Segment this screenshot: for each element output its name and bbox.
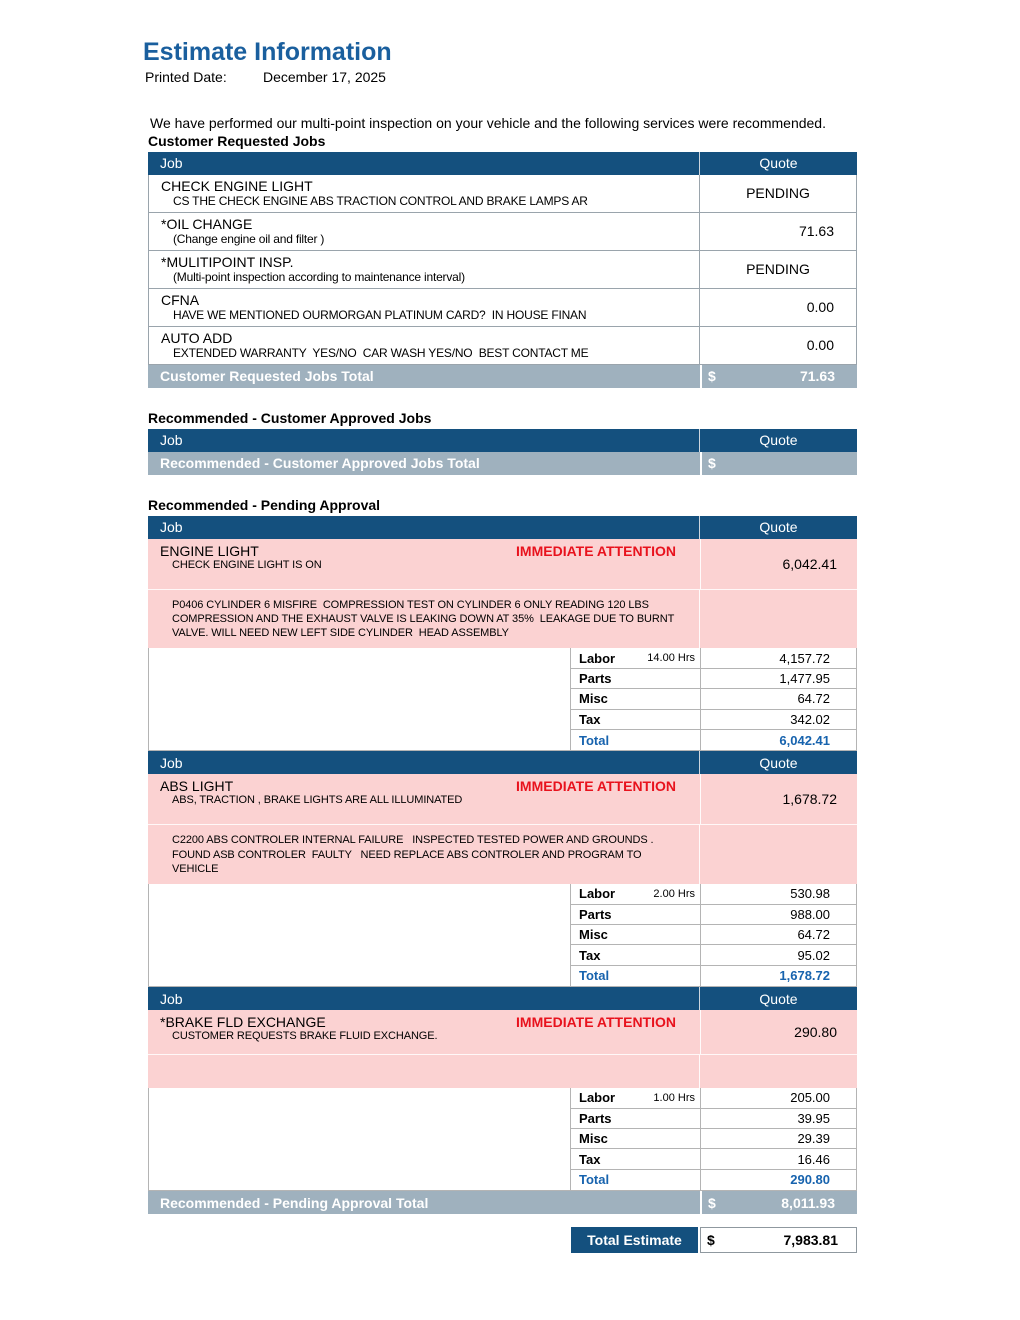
pending-job-abs-light [148, 774, 857, 884]
job-column-header: Job [148, 516, 700, 539]
total-label: Customer Requested Jobs Total [148, 365, 702, 388]
job-title: ABS LIGHT [160, 778, 234, 795]
total-label: Recommended - Pending Approval Total [148, 1191, 702, 1214]
breakdown-label-cell [571, 710, 701, 729]
description-quote-spacer [700, 825, 856, 884]
breakdown-label: Misc [579, 927, 608, 943]
job-summary-row [148, 539, 857, 589]
breakdown-row-tax [571, 1149, 857, 1169]
immediate-attention-flag: IMMEDIATE ATTENTION [516, 778, 676, 795]
breakdown-rows [571, 1088, 857, 1190]
cost-breakdown [148, 648, 857, 751]
total-quote [702, 365, 857, 388]
breakdown-value: 64.72 [701, 689, 857, 708]
currency-symbol: $ [708, 455, 716, 471]
total-estimate-value-box [700, 1227, 857, 1253]
labor-hours: 14.00 Hrs [647, 652, 695, 665]
currency-symbol: $ [708, 368, 716, 384]
breakdown-label-cell [571, 925, 701, 944]
job-description-text: P0406 CYLINDER 6 MISFIRE COMPRESSION TEST ON CYLINDER 6 ONLY READING 120 LBS COMPRESSION AND THE EXHAUST VALVE IS LEAKING DOWN AT 35% LEAKAGE DUE TO BURNT VALVE. WILL NEED NEW LEFT SIDE CYLINDER HEAD ASSEMBLY [172, 598, 677, 640]
job-description-row [148, 1054, 857, 1088]
description-quote-spacer [700, 1055, 856, 1088]
job-cell [148, 1010, 701, 1054]
job-column-header: Job [148, 429, 700, 452]
breakdown-label: Tax [579, 947, 601, 963]
job-subtitle: HAVE WE MENTIONED OURMORGAN PLATINUM CARD? IN HOUSE FINAN [173, 307, 587, 322]
breakdown-label: Misc [579, 1131, 608, 1147]
cost-breakdown [148, 1088, 857, 1191]
total-quote [702, 452, 857, 475]
printed-date-value: December 17, 2025 [263, 69, 386, 85]
pending-job-engine-light [148, 539, 857, 649]
breakdown-row-total [571, 966, 857, 986]
breakdown-value: 4,157.72 [701, 648, 857, 667]
quote-column-header: Quote [759, 432, 798, 448]
job-subtitle: EXTENDED WARRANTY YES/NO CAR WASH YES/NO BEST CONTACT ME [173, 345, 589, 360]
job-column-header: Job [148, 152, 700, 175]
breakdown-row-misc [571, 689, 857, 709]
job-subtitle: CUSTOMER REQUESTS BRAKE FLUID EXCHANGE. [172, 1030, 438, 1043]
quote-value: 0.00 [806, 299, 834, 315]
job-cell [149, 213, 700, 250]
breakdown-label: Total [579, 1172, 610, 1188]
breakdown-value: 1,477.95 [701, 669, 857, 688]
job-title: ENGINE LIGHT [160, 542, 259, 559]
breakdown-row-tax [571, 710, 857, 730]
breakdown-row-tax [571, 945, 857, 965]
breakdown-label-cell [571, 730, 701, 750]
breakdown-label-cell [571, 689, 701, 708]
job-title-line [160, 543, 700, 559]
breakdown-label-cell [571, 669, 701, 688]
currency-symbol: $ [707, 1232, 715, 1249]
table-row [149, 175, 856, 213]
quote-column-header: Quote [759, 155, 798, 171]
breakdown-label: Parts [579, 670, 612, 686]
breakdown-value: 290.80 [701, 1170, 857, 1190]
table-row [149, 213, 856, 251]
pending-approval-total-bar [148, 1191, 857, 1214]
breakdown-label-cell [571, 1129, 701, 1148]
breakdown-label: Labor [579, 650, 616, 666]
table-body [148, 175, 857, 365]
breakdown-row-misc [571, 925, 857, 945]
breakdown-spacer [149, 1088, 571, 1190]
breakdown-label-cell [571, 945, 701, 964]
breakdown-label-cell [571, 966, 701, 986]
job-cell [149, 327, 700, 364]
job-summary-row [148, 1010, 857, 1054]
job-subtitle: (Change engine oil and filter ) [173, 231, 325, 246]
total-label: Recommended - Customer Approved Jobs Total [148, 452, 702, 475]
printed-date [145, 69, 1020, 85]
job-column-header: Job [148, 751, 700, 774]
breakdown-row-total [571, 730, 857, 750]
total-value: 71.63 [799, 368, 835, 384]
table-row [149, 327, 856, 364]
breakdown-label-cell [571, 1088, 701, 1107]
breakdown-label: Labor [579, 1090, 616, 1106]
job-cell [148, 539, 701, 589]
quote-value: PENDING [746, 185, 810, 201]
job-description-text: C2200 ABS CONTROLER INTERNAL FAILURE INSPECTED TESTED POWER AND GROUNDS . FOUND ASB CONTROLER FAULTY NEED REPLACE ABS CONTROLER AND PROGRAM TO VEHICLE [172, 834, 657, 875]
description-quote-spacer [700, 590, 856, 649]
job-title: *OIL CHANGE [161, 215, 253, 232]
total-value: 8,011.93 [781, 1194, 835, 1211]
breakdown-label: Labor [579, 886, 616, 902]
breakdown-label-cell [571, 884, 701, 903]
page-title: Estimate Information [143, 38, 392, 66]
currency-symbol: $ [708, 1194, 716, 1211]
quote-value: 290.80 [794, 1024, 837, 1041]
breakdown-label-cell [571, 1170, 701, 1190]
cost-breakdown [148, 884, 857, 987]
job-subtitle: ABS, TRACTION , BRAKE LIGHTS ARE ALL ILLUMINATED [172, 794, 463, 807]
customer-approved-total-bar [148, 452, 857, 475]
job-description [148, 825, 700, 884]
breakdown-row-total [571, 1170, 857, 1190]
job-description [148, 590, 700, 649]
total-quote [702, 1191, 857, 1214]
table-row [149, 251, 856, 289]
customer-requested-total-bar [148, 365, 857, 388]
breakdown-label-cell [571, 1109, 701, 1128]
quote-value: 0.00 [806, 337, 834, 353]
labor-hours: 1.00 Hrs [653, 1091, 695, 1104]
immediate-attention-flag: IMMEDIATE ATTENTION [516, 542, 676, 559]
quote-value: 71.63 [798, 223, 834, 239]
job-subtitle: CS THE CHECK ENGINE ABS TRACTION CONTROL AND BRAKE LAMPS AR [173, 193, 588, 208]
breakdown-spacer [149, 648, 571, 750]
section-heading-pending-approval: Recommended - Pending Approval [148, 496, 381, 513]
customer-approved-table [148, 429, 857, 475]
breakdown-row-parts [571, 669, 857, 689]
breakdown-value: 16.46 [701, 1149, 857, 1168]
breakdown-label: Misc [579, 691, 608, 707]
labor-hours: 2.00 Hrs [653, 887, 695, 900]
section-heading-customer-approved: Recommended - Customer Approved Jobs [148, 409, 432, 426]
breakdown-value: 1,678.72 [701, 966, 857, 986]
job-cell [149, 251, 700, 288]
total-estimate-value: 7,983.81 [783, 1232, 838, 1249]
job-description-row [148, 589, 857, 649]
quote-column-header: Quote [759, 754, 798, 771]
immediate-attention-flag: IMMEDIATE ATTENTION [516, 1014, 676, 1031]
breakdown-label-cell [571, 1149, 701, 1168]
job-description-row [148, 824, 857, 884]
breakdown-value: 988.00 [701, 905, 857, 924]
quote-value: PENDING [746, 261, 810, 277]
job-title: CHECK ENGINE LIGHT [161, 177, 313, 194]
breakdown-value: 95.02 [701, 945, 857, 964]
table-header-row [148, 429, 857, 452]
breakdown-label: Parts [579, 906, 612, 922]
quote-value: 1,678.72 [782, 791, 837, 808]
breakdown-label: Parts [579, 1110, 612, 1126]
job-cell [149, 289, 700, 326]
total-estimate-row [571, 1227, 857, 1253]
breakdown-label: Tax [579, 711, 601, 727]
breakdown-row-misc [571, 1129, 857, 1149]
quote-value: 6,042.41 [782, 555, 837, 572]
job-column-header: Job [148, 987, 700, 1010]
job-description [148, 1055, 700, 1088]
job-subtitle: CHECK ENGINE LIGHT IS ON [172, 558, 322, 571]
breakdown-row-labor [571, 1088, 857, 1108]
job-title-line [160, 778, 700, 794]
section-heading-customer-requested: Customer Requested Jobs [148, 132, 326, 149]
breakdown-row-parts [571, 905, 857, 925]
breakdown-value: 342.02 [701, 710, 857, 729]
table-header-row [148, 987, 857, 1010]
job-cell [148, 774, 701, 824]
breakdown-value: 205.00 [701, 1088, 857, 1107]
breakdown-spacer [149, 884, 571, 986]
breakdown-value: 530.98 [701, 884, 857, 903]
breakdown-row-labor [571, 648, 857, 668]
breakdown-label: Tax [579, 1151, 601, 1167]
table-header-row [148, 751, 857, 774]
customer-requested-table [148, 152, 857, 388]
breakdown-label: Total [579, 968, 610, 984]
job-summary-row [148, 774, 857, 824]
job-title-line [160, 1014, 700, 1030]
breakdown-value: 29.39 [701, 1129, 857, 1148]
printed-date-label: Printed Date: [145, 69, 227, 85]
job-subtitle: (Multi-point inspection according to maintenance interval) [173, 269, 465, 284]
breakdown-row-parts [571, 1109, 857, 1129]
table-header-row [148, 152, 857, 175]
breakdown-label-cell [571, 648, 701, 667]
breakdown-value: 6,042.41 [701, 730, 857, 750]
total-estimate-label: Total Estimate [571, 1227, 698, 1253]
job-title: *BRAKE FLD EXCHANGE [160, 1014, 326, 1031]
pending-job-brake-fluid [148, 1010, 857, 1088]
quote-column-header: Quote [759, 519, 798, 535]
job-title: *MULITIPOINT INSP. [161, 253, 294, 270]
breakdown-rows [571, 648, 857, 750]
table-row [149, 289, 856, 327]
intro-text: We have performed our multi-point inspection on your vehicle and the following services were recommended. [150, 115, 826, 131]
table-header-row [148, 516, 857, 539]
breakdown-label: Total [579, 732, 610, 748]
breakdown-value: 39.95 [701, 1109, 857, 1128]
breakdown-rows [571, 884, 857, 986]
pending-approval-table [148, 516, 857, 1215]
job-title: CFNA [161, 291, 200, 308]
breakdown-row-labor [571, 884, 857, 904]
breakdown-label-cell [571, 905, 701, 924]
job-cell [149, 175, 700, 212]
job-title: AUTO ADD [161, 329, 233, 346]
quote-column-header: Quote [759, 990, 798, 1007]
breakdown-value: 64.72 [701, 925, 857, 944]
